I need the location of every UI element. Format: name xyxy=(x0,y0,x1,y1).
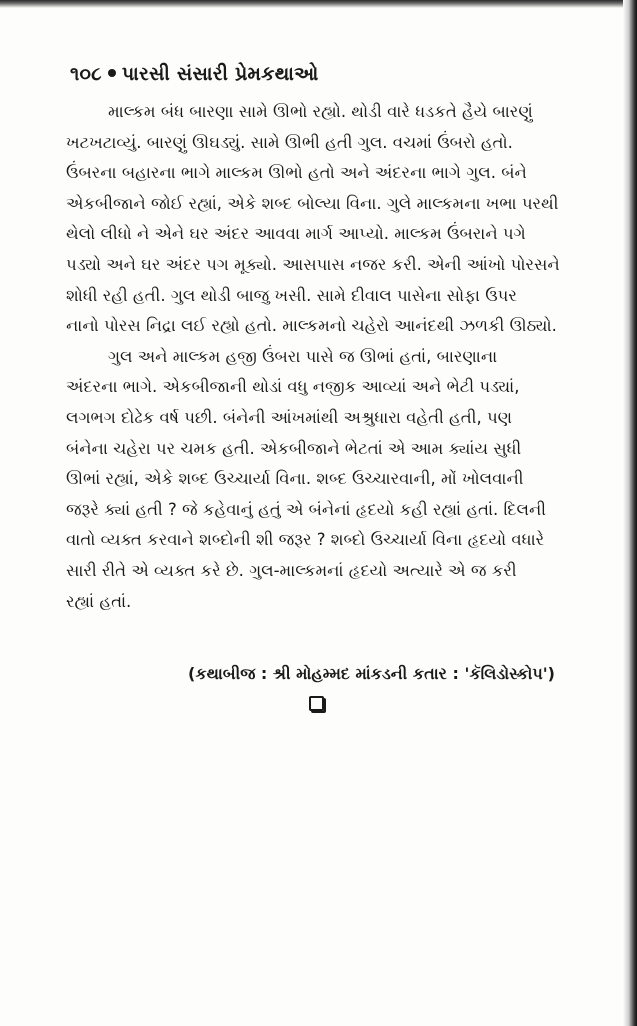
page-top-shadow xyxy=(0,0,637,8)
text-line: શોધી રહી હતી. ગુલ થોડી બાજુ ખસી. સામે દીવાલ પાસેના સોફા ઉપર xyxy=(66,285,517,305)
text-line: બંનેના ચહેરા પર ચમક હતી. એકબીજાને ભેટતાં એ આમ ક્યાંય સુધી xyxy=(66,438,522,458)
book-title: પારસી સંસારી પ્રેમકથાઓ xyxy=(121,63,319,85)
text-line: જરૂરે ક્યાં હતી ? જે કહેવાનું હતું એ બંનેનાં હૃદયો કહી રહ્યાં હતાં. દિલની xyxy=(66,499,546,519)
paragraph-2 xyxy=(66,342,598,617)
running-header xyxy=(70,62,319,86)
square-end-mark-icon xyxy=(309,696,324,711)
paragraph-1 xyxy=(66,97,598,342)
page-number: ૧૦૮ xyxy=(70,63,102,85)
text-line: માલ્કમ બંધ બારણા સામે ઊભો રહ્યો. થોડી વારે ધડકતે હૈયે બારણું xyxy=(108,102,533,121)
text-line: થેલો લીધો ને એને ઘર અંદર આવવા માર્ગ આપ્યો. માલ્કમ ઉંબરાને પગે xyxy=(66,224,526,244)
text-line: પડ્યો અને ઘર અંદર પગ મૂક્યો. આસપાસ નજર કરી. એની આંખો પોરસને xyxy=(66,254,560,274)
text-line: વાતો વ્યક્ત કરવાને શબ્દોની શી જરૂર ? શબ્દો ઉચ્ચાર્યા વિના હૃદયો વધારે xyxy=(66,530,545,550)
text-line: ખટખટાવ્યું. બારણું ઊઘડ્યું. સામે ઊભી હતી ગુલ. વચમાં ઉંબરો હતો. xyxy=(66,132,513,152)
page-right-shadow xyxy=(623,0,637,1026)
text-line: ઉંબરના બહારના ભાગે માલ્કમ ઊભો હતો અને અંદરના ભાગે ગુલ. બંને xyxy=(66,163,527,183)
body-text xyxy=(66,97,598,617)
text-line: એકબીજાને જોઈ રહ્યાં, એકે શબ્દ બોલ્યા વિના. ગુલે માલ્કમના ખભા પરથી xyxy=(66,193,559,213)
text-line: લગભગ દોઢેક વર્ષ પછી. બંનેની આંખમાંથી અશ્રુધારા વહેતી હતી, પણ xyxy=(66,407,513,427)
text-line: સારી રીતે એ વ્યક્ત કરે છે. ગુલ-માલ્કમનાં હૃદયો અત્યારે એ જ કરી xyxy=(66,560,517,580)
text-line: ગુલ અને માલ્કમ હજી ઉંબરા પાસે જ ઊભાં હતાં, બારણાના xyxy=(108,346,498,366)
text-line: નાનો પોરસ નિદ્રા લઈ રહ્યો હતો. માલ્કમનો ચહેરો આનંદથી ઝળકી ઊઠ્યો. xyxy=(66,316,557,336)
bullet-separator-icon xyxy=(108,69,116,77)
text-line: અંદરના ભાગે. એકબીજાની થોડાં વધુ નજીક આવ્યાં અને ભેટી પડ્યાં, xyxy=(66,377,520,397)
text-line: રહ્યાં હતાં. xyxy=(66,591,132,611)
story-credit: (કથાબીજ : શ્રી મોહમ્મદ માંકડની કતાર : 'કૅલિડોસ્કોપ') xyxy=(188,664,555,683)
text-line: ઊભાં રહ્યાં, એકે શબ્દ ઉચ્ચાર્યા વિના. શબ્દ ઉચ્ચારવાની, મોં ખોલવાની xyxy=(66,469,524,489)
